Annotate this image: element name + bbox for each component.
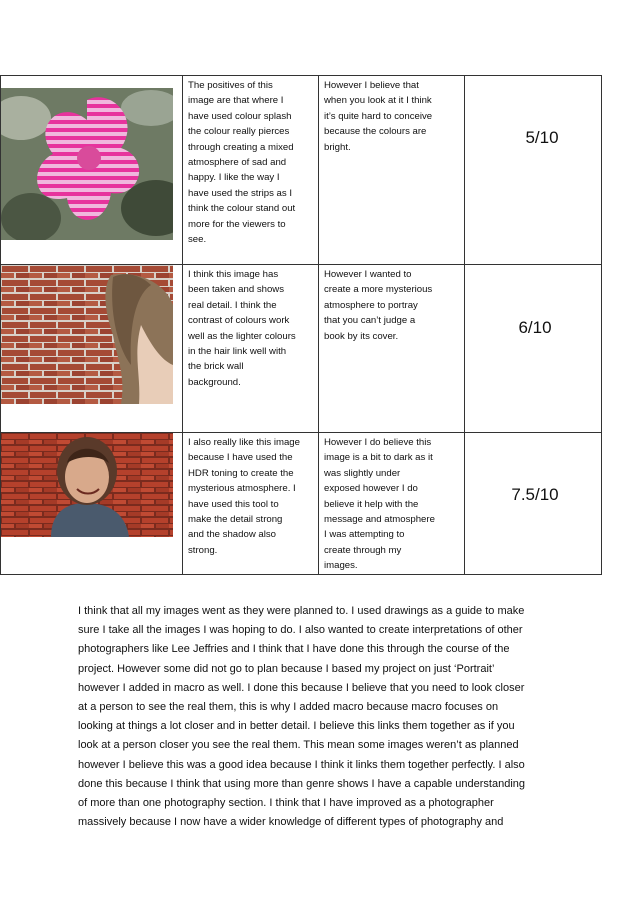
positives-cell (183, 76, 319, 265)
evaluation-table (0, 75, 602, 575)
flower-photo (1, 88, 173, 240)
image-cell (1, 265, 183, 433)
image-cell (1, 433, 183, 575)
negatives-cell (319, 433, 465, 575)
negatives-cell (319, 76, 465, 265)
score-value: 6/10 (518, 318, 552, 337)
score-cell (465, 433, 602, 575)
positives-cell (183, 265, 319, 433)
image-cell (1, 76, 183, 265)
positives-text: I also really like this image because I have used the HDR toning to create the mysterious atmosphere. I have used this tool to make the detail strong and the shadow also strong. (188, 437, 300, 556)
table-row (1, 433, 602, 575)
evaluation-paragraph: I think that all my images went as they were planned to. I used drawings as a guide to make sure I take all the images I was hoping to do. I also wanted to create interpretations of other photographers like Lee Jeffries and I think that I have done this through the course of the project. However some did not go to plan because I based my project on just ‘Portrait’ however I added in macro as well. I done this because I believe that you need to look closer at a person to see the real them, this is why I added macro because macro focuses on looking at things a lot closer and in better detail. I believe this links them together as if you look at a person closer you see the real them. This mean some images weren’t as planned however I believe this was a good idea because I think it links them together perfectly. I also done this because I think that using more than genre shows I have a capable understanding of more than one photography section. I think that I have improved as a photographer massively because I now have a wider knowledge of different types of photography and (78, 605, 526, 829)
hdr-portrait-photo (1, 433, 173, 537)
brick-wall-portrait-photo (1, 265, 173, 404)
negatives-text: However I wanted to create a more mysterious atmosphere to portray that you can’t judge a book by its cover. (324, 269, 433, 342)
positives-cell (183, 433, 319, 575)
positives-text: The positives of this image are that where I have used colour splash the colour really pierces through creating a mixed atmosphere of sad and happy. I like the way I have used the strips as I think the colour stand out more for the viewers to see. (188, 80, 296, 246)
score-value: 5/10 (525, 128, 559, 147)
negatives-text: However I do believe this image is a bit to dark as it was slightly under exposed however I do believe it help with the message and atmosphere I was attempting to create through my images. (324, 437, 435, 572)
score-value: 7.5/10 (511, 485, 559, 504)
negatives-cell (319, 265, 465, 433)
positives-text: I think this image has been taken and shows real detail. I think the contrast of colours work well as the lighter colours in the hair link well with the brick wall background. (188, 269, 296, 388)
score-cell (465, 265, 602, 433)
negatives-text: However I believe that when you look at it I think it’s quite hard to conceive because the colours are bright. (324, 80, 433, 153)
score-cell (465, 76, 602, 265)
table-row (1, 76, 602, 265)
table-row (1, 265, 602, 433)
